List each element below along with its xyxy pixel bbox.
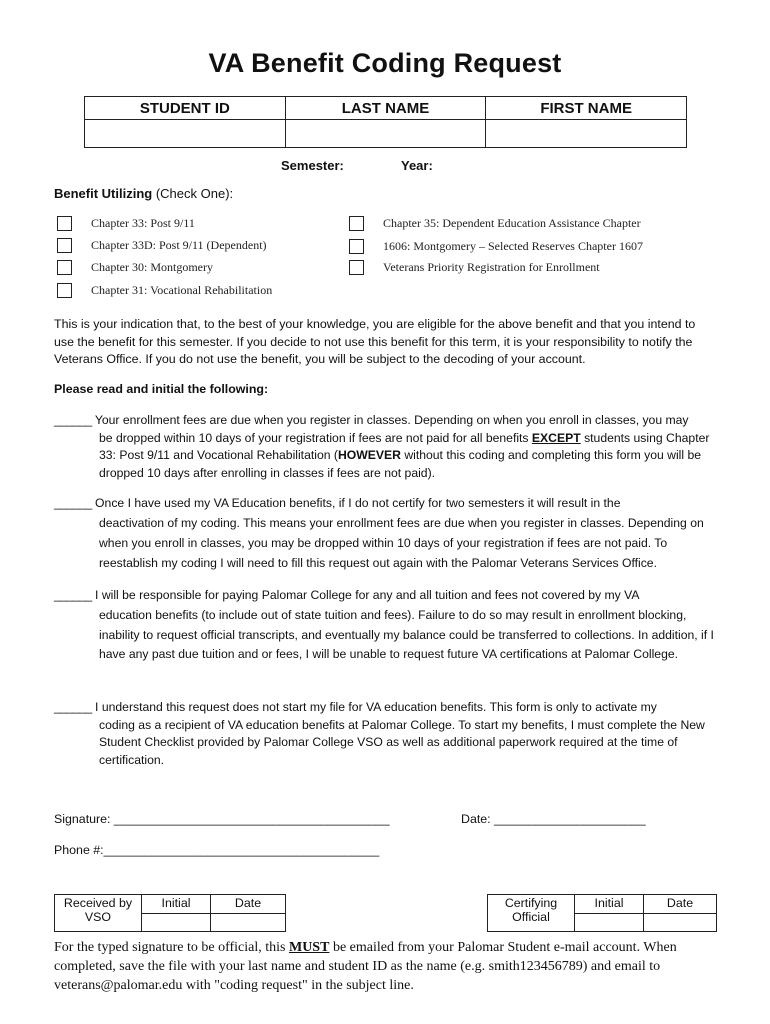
footer-instructions: For the typed signature to be official, this MUST be emailed from your Palomar Student e-mail account. When completed, save the file with your last name and student ID as the name (e.g. smith123456789) and email to veterans@palomar.edu with "coding request" in the subject line.	[54, 940, 677, 993]
checkbox[interactable]	[349, 260, 364, 275]
last-name-header: LAST NAME	[285, 97, 486, 120]
vso-initial-cell[interactable]	[142, 914, 211, 932]
semester-label: Semester:	[281, 158, 344, 173]
vso-receipt-box	[54, 894, 286, 932]
vso-initial-header: Initial	[142, 895, 211, 914]
cert-date-cell[interactable]	[644, 914, 717, 932]
option-priority-registration[interactable]: Veterans Priority Registration for Enrollment	[349, 260, 600, 275]
checkbox[interactable]	[57, 238, 72, 253]
cert-date-header: Date	[644, 895, 717, 914]
student-id-header: STUDENT ID	[85, 97, 286, 120]
initial-item-fees: ______ Your enrollment fees are due when you register in classes. Depending on when you enroll in classes, you may be dropped within 10 days of your registration if fees are not paid for all benefits EXCEPT students using Chapter 33: Post 9/11 and Vocational Rehabilitation (HOWEVER without this coding and completing this form you will be dropped 10 days after enrolling in classes if fees are not paid).	[54, 413, 710, 480]
certifying-official-box	[487, 894, 717, 932]
initial-item-responsibility: ______ I will be responsible for paying Palomar College for any and all tuition and fees not covered by my VA education benefits (to include out of state tuition and fees). Failure to do so may result in enrollment blocking, inability to request official transcripts, and eventually my balance could be transferred to collections. In addition, if I have any past due tuition and or fees, I will be unable to request future VA certifications at Palomar College.	[54, 588, 714, 662]
option-chapter-31[interactable]: Chapter 31: Vocational Rehabilitation	[57, 283, 272, 298]
phone-field[interactable]: Phone #:________________________________________	[54, 843, 380, 857]
option-chapter-30[interactable]: Chapter 30: Montgomery	[57, 260, 213, 275]
student-id-table	[84, 96, 687, 148]
student-id-field[interactable]	[85, 120, 286, 148]
initial-item-deactivation: ______ Once I have used my VA Education benefits, if I do not certify for two semesters it will result in the deactivation of my coding. This means your enrollment fees are due when you register in classes. Depending on when you enroll in classes, you may be dropped within 10 days of your registration if fees are not paid. To reestablish my coding I will need to fill this request out again with the Palomar Veterans Services Office.	[54, 496, 704, 570]
checkbox[interactable]	[57, 283, 72, 298]
option-chapter-33d[interactable]: Chapter 33D: Post 9/11 (Dependent)	[57, 238, 267, 253]
checkbox[interactable]	[57, 216, 72, 231]
checkbox[interactable]	[57, 260, 72, 275]
checkbox[interactable]	[349, 239, 364, 254]
option-1606-montgomery[interactable]: 1606: Montgomery – Selected Reserves Chapter 1607	[349, 239, 643, 254]
vso-date-header: Date	[211, 895, 286, 914]
cert-initial-cell[interactable]	[575, 914, 644, 932]
checkbox[interactable]	[349, 216, 364, 231]
benefit-heading: Benefit Utilizing (Check One):	[54, 186, 234, 201]
signature-field[interactable]: Signature: ________________________________________	[54, 812, 390, 826]
option-chapter-33[interactable]: Chapter 33: Post 9/11	[57, 216, 195, 231]
form-title: VA Benefit Coding Request	[208, 48, 562, 78]
cert-initial-header: Initial	[575, 895, 644, 914]
date-field[interactable]: Date: ______________________	[461, 812, 646, 826]
year-label: Year:	[401, 158, 433, 173]
indication-paragraph: This is your indication that, to the best of your knowledge, you are eligible for the above benefit and that you intend to use the benefit for this semester. If you decide to not use this benefit for this term, it is your responsibility to notify the Veterans Office. If you do not use the benefit, you will be subject to the decoding of your account.	[54, 317, 696, 366]
certifying-official-label: Certifying Official	[488, 895, 575, 932]
read-initial-heading: Please read and initial the following:	[54, 382, 269, 396]
option-chapter-35[interactable]: Chapter 35: Dependent Education Assistance Chapter	[349, 216, 641, 231]
initial-item-file-start: ______ I understand this request does not start my file for VA education benefits. This form is only to activate my coding as a recipient of VA education benefits at Palomar College. To start my benefits, I must complete the New Student Checklist provided by Palomar College VSO as well as additional paperwork required at the time of certification.	[54, 700, 705, 767]
last-name-field[interactable]	[285, 120, 486, 148]
first-name-header: FIRST NAME	[486, 97, 687, 120]
vso-date-cell[interactable]	[211, 914, 286, 932]
first-name-field[interactable]	[486, 120, 687, 148]
received-by-vso-label: Received by VSO	[55, 895, 142, 932]
